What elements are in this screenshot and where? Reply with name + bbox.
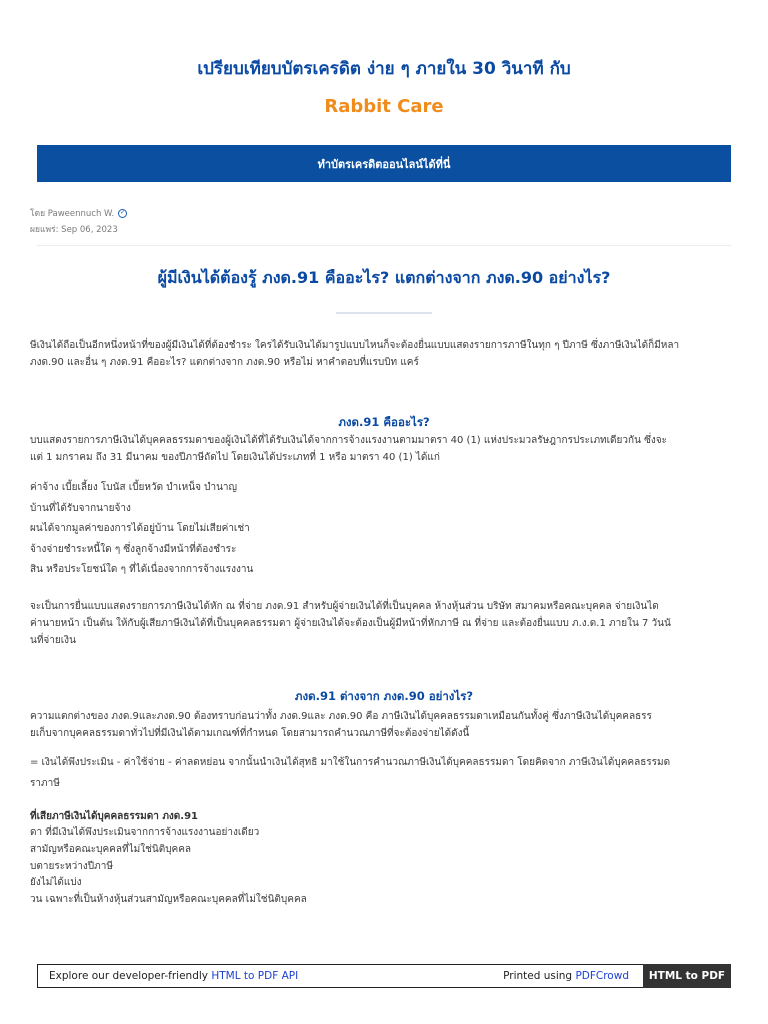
section2-paragraph [30,708,732,742]
section-heading-what-is-91: ภงด.91 คืออะไร? [338,415,430,429]
list-item: บ้านที่ได้รับจากนายจ้าง [30,502,131,514]
section1-paragraph-2 [30,598,732,649]
verified-check-icon: ✓ [120,209,126,216]
promo-title: เปรียบเทียบบัตรเครดิต ง่าย ๆ ภายใน 30 วินาที กับ [197,59,571,79]
paragraph-line: จะเป็นการยื่นแบบแสดงรายการภาษีเงินได้หัก ณ ที่จ่าย ภงด.91 สำหรับผู้จ่ายเงินได้ที่เป็นบุคคล ห้างหุ้นส่วน บริษัท สมาคมหรือคณะบุคคล จ่ายเงินได [30,601,659,612]
apply-credit-card-button[interactable] [37,145,731,182]
paragraph-line: บบแสดงรายการภาษีเงินได้บุคคลธรรมดาของผู้เงินได้ที่ได้รับเงินได้จากการจ้างแรงงานตามมาตรา 40 (1) แห่งประมวลรัษฎากรประเภทเดียวกัน ซึ่งจะ [30,435,667,446]
list-item: ค่าจ้าง เบี้ยเลี้ยง โบนัส เบี้ยหวัด บำเหน็จ บำนาญ [30,482,238,493]
paragraph-line: ค่านายหน้า เป็นต้น ให้กับผู้เสียภาษีเงินได้ที่เป็นบุคคลธรรมดา ผู้จ่ายเงินได้จะต้องเป็นผู้มีหน้าที่หักภาษี ณ ที่จ่าย และต้องยื่นแบบ ภ.ง.ด.1 ภายใน 7 วันนั [30,618,671,629]
tax-formula-paragraph [30,754,732,792]
taxpayer-list [30,825,732,909]
cta-label: ทำบัตรเครดิตออนไลน์ได้ที่นี่ [317,157,451,171]
title-underline [336,312,432,314]
paragraph-line: ยเก็บจากบุคคลธรรมดาทั่วไปที่มีเงินได้ตามเกณฑ์ที่กำหนด โดยสามารถคำนวณภาษีที่จะต้องจ่ายได้ดังนี้ [30,728,470,739]
list-item: สามัญหรือคณะบุคคลที่ไม่ใช่นิติบุคคล [30,843,192,855]
paragraph-line: ความแตกต่างของ ภงด.9และภงด.90 ต้องทราบก่อนว่าทั้ง ภงด.9และ ภงด.90 คือ ภาษีเงินได้บุคคลธรรมดาเหมือนกันทั้งคู่ ซึ่งภาษีเงินได้บุคคลธรร [30,711,652,722]
list-item: ยังไม่ได้แบ่ง [30,877,82,889]
list-item: จ้างจ่ายชำระหนี้ใด ๆ ซึ่งลูกจ้างมีหน้าที่ต้องชำระ [30,543,237,555]
author-byline [30,206,127,220]
footer-explore-text: Explore our developer-friendly [49,970,212,982]
footer-printed [503,970,643,982]
intro-paragraph [30,337,732,371]
taxpayer-list-heading: ที่เสียภาษีเงินได้บุคคลธรรมดา ภงด.91 [30,811,198,822]
section-heading-91-vs-90: ภงด.91 ต่างจาก ภงด.90 อย่างไร? [294,689,474,703]
published-date: ผยแพร่: Sep 06, 2023 [30,225,118,235]
paragraph-line: ราภาษี [30,778,60,789]
pdfcrowd-link[interactable]: PDFCrowd [575,970,629,982]
list-item: บตายระหว่างปีภาษี [30,860,113,872]
intro-line: ษีเงินได้ถือเป็นอีกหนึ่งหน้าที่ของผู้มีเงินได้ที่ต้องชำระ ใครได้รับเงินได้มารูปแบบไหนก็จะต้องยื่นแบบแสดงรายการภาษีในทุก ๆ ปีภาษี ซึ่งภาษีเงินได้ก็มีหลา [30,340,680,351]
list-item: ผนได้จากมูลค่าของการได้อยู่บ้าน โดยไม่เสียค่าเช่า [30,523,250,534]
income-type-list [30,478,732,581]
footer-explore [38,970,503,982]
article-title: ผู้มีเงินได้ต้องรู้ ภงด.91 คืออะไร? แตกต่างจาก ภงด.90 อย่างไร? [157,268,611,287]
meta-divider [37,245,731,246]
html-to-pdf-button[interactable]: HTML to PDF [643,964,731,988]
paragraph-line: = เงินได้พึงประเมิน - ค่าใช้จ่าย - ค่าลดหย่อน จากนั้นนำเงินได้สุทธิ มาใช้ในการคำนวณภาษีเงินได้บุคคลธรรมดา โดยคิดจาก ภาษีเงินได้บุคคลธรรมด [30,757,671,768]
pdfcrowd-footer [37,964,731,988]
html-to-pdf-api-link[interactable]: HTML to PDF API [211,970,299,982]
list-item: วน เฉพาะที่เป็นห้างหุ้นส่วนสามัญหรือคณะบุคคลที่ไม่ใช่นิติบุคคล [30,894,307,906]
section1-paragraph [30,432,732,466]
promo-brand: Rabbit Care [324,96,444,117]
author-name: โดย Paweennuch W. [30,209,115,219]
intro-line: ภงด.90 และอื่น ๆ ภงด.91 คืออะไร? แตกต่างจาก ภงด.90 หรือไม่ หาคำตอบที่แรบบิท แคร์ [30,357,419,368]
footer-printed-text: Printed using [503,970,576,982]
paragraph-line: แต่ 1 มกราคม ถึง 31 มีนาคม ของปีภาษีถัดไป โดยเงินได้ประเภทที่ 1 หรือ มาตรา 40 (1) ได้แก่ [30,452,440,463]
list-item: ดา ที่มีเงินได้พึงประเมินจากการจ้างแรงงานอย่างเดียว [30,827,260,838]
list-item: สิน หรือประโยชน์ใด ๆ ที่ได้เนื่องจากการจ้างแรงงาน [30,564,254,575]
paragraph-line: นที่จ่ายเงิน [30,635,76,646]
